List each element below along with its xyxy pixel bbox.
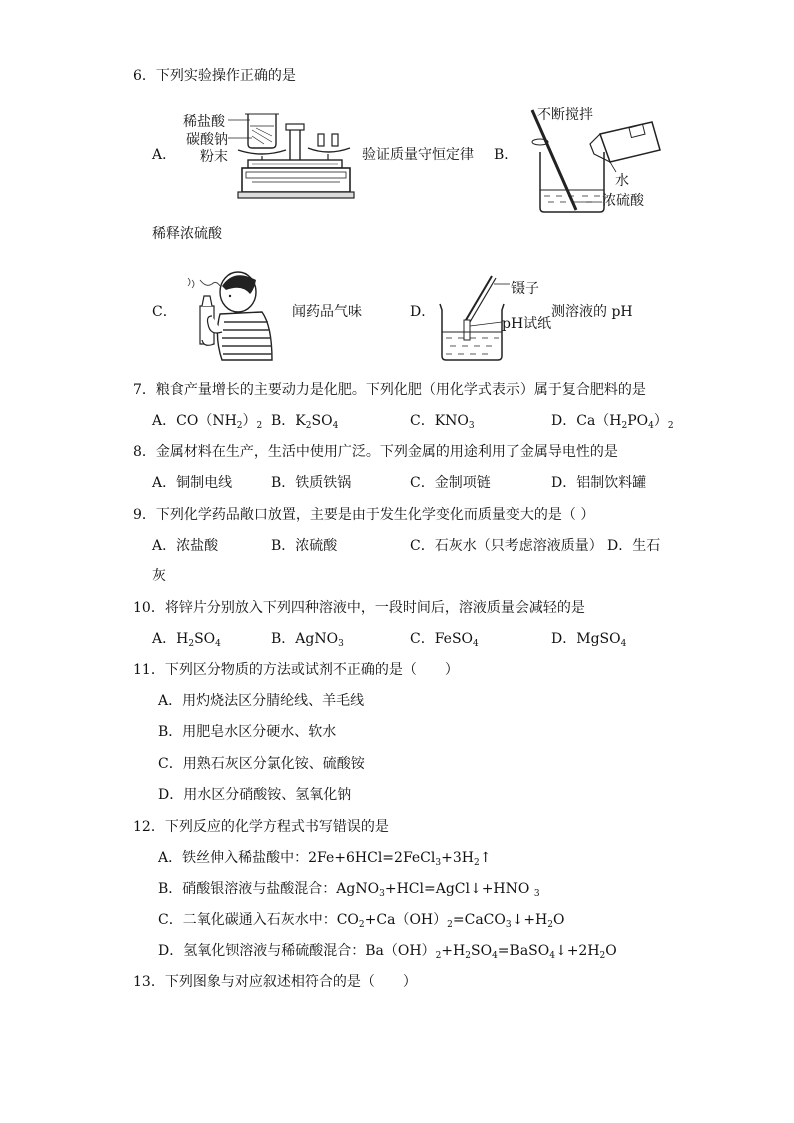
q9-option-b: B．浓硫酸	[271, 538, 338, 554]
q7-stem: 7．粮食产量增长的主要动力是化肥。下列化肥（用化学式表示）属于复合肥料的是	[133, 382, 646, 398]
q9-option-c: C．石灰水（只考虑溶液质量）	[410, 538, 603, 554]
q9-option-d-wrap: 灰	[152, 568, 166, 584]
dilution-figure	[520, 104, 670, 216]
q9-option-d: D．生石	[607, 538, 661, 554]
q11-stem: 11．下列区分物质的方法或试剂不正确的是（ ）	[133, 662, 459, 678]
q6-option-b-letter: B．	[494, 147, 519, 163]
label-dilute-hcl: 稀盐酸	[183, 114, 225, 130]
q6-option-d-letter: D．	[410, 304, 436, 320]
q6-option-c-caption: 闻药品气味	[292, 304, 362, 320]
q10-option-b: B．AgNO$_3$	[271, 631, 344, 649]
label-keep-stirring: 不断搅拌	[537, 107, 593, 123]
label-conc-sulfuric-acid: 浓硫酸	[602, 193, 644, 209]
q6-option-c-letter: C．	[152, 304, 177, 320]
q10-stem: 10．将锌片分别放入下列四种溶液中，一段时间后，溶液质量会减轻的是	[133, 600, 585, 616]
q6-option-a-letter: A．	[152, 147, 177, 163]
q6-option-b-caption: 稀释浓硫酸	[152, 226, 222, 242]
q9-option-a: A．浓盐酸	[152, 538, 219, 554]
q10-option-a: A．$H_2SO_4$	[152, 631, 221, 649]
q13-stem: 13．下列图象与对应叙述相符合的是（ ）	[133, 974, 417, 990]
q12-option-d: D．氢氧化钡溶液与稀硫酸混合：$Ba(OH)_2+H_2SO_4=BaSO_4↓+2H_2O$	[158, 943, 617, 961]
q6-stem: 6．下列实验操作正确的是	[133, 68, 296, 84]
q8-option-c: C．金制项链	[410, 475, 491, 491]
q8-option-a: A．铜制电线	[152, 475, 233, 491]
smelling-student-figure	[182, 266, 276, 362]
q11-option-a: A．用灼烧法区分腈纶线、羊毛线	[158, 693, 365, 709]
q6-option-a-caption: 验证质量守恒定律	[362, 147, 474, 163]
label-ph-paper: pH试纸	[502, 316, 552, 332]
q6-option-d-caption: 测溶液的 pH	[551, 304, 633, 320]
label-tweezers: 镊子	[511, 281, 539, 297]
q7-option-d: D．$Ca(H_2PO_4)_2$	[551, 413, 674, 431]
q12-option-a: A．铁丝伸入稀盐酸中：$2Fe+6HCl=2FeCl_3+3H_2↑$	[158, 850, 492, 868]
q9-stem: 9．下列化学药品敞口放置，主要是由于发生化学变化而质量变大的是（ ）	[133, 507, 595, 523]
q7-option-c: C．$KNO_3$	[410, 413, 475, 431]
q8-option-b: B．铁质铁锅	[271, 475, 352, 491]
q8-option-d: D．铝制饮料罐	[551, 475, 647, 491]
q11-option-c: C．用熟石灰区分氯化铵、硫酸铵	[158, 756, 365, 772]
balance-beaker-figure	[228, 108, 360, 203]
q12-option-c: C．二氧化碳通入石灰水中：$CO_2+Ca(OH)_2=CaCO_3↓+H_2O$	[158, 912, 565, 930]
q8-stem: 8．金属材料在生产，生活中使用广泛。下列金属的用途利用了金属导电性的是	[133, 444, 618, 460]
label-sodium-carbonate: 碳酸钠	[186, 132, 228, 148]
q11-option-d: D．用水区分硝酸铵、氢氧化钠	[158, 787, 352, 803]
q12-option-b: B．硝酸银溶液与盐酸混合：AgNO$_3$+HCl=AgCl↓+HNO $_3$	[158, 881, 540, 899]
q11-option-b: B．用肥皂水区分硬水、软水	[158, 724, 337, 740]
label-powder: 粉末	[200, 149, 228, 165]
q12-stem: 12．下列反应的化学方程式书写错误的是	[133, 819, 389, 835]
q10-option-d: D．MgSO$_4$	[551, 631, 627, 649]
label-water: 水	[615, 173, 629, 189]
q7-option-a: A．$CO(NH_2)_2$	[152, 413, 263, 431]
ph-test-figure	[436, 270, 516, 362]
q10-option-c: C．FeSO$_4$	[410, 631, 479, 649]
q7-option-b: B．$K_2SO_4$	[271, 413, 339, 431]
